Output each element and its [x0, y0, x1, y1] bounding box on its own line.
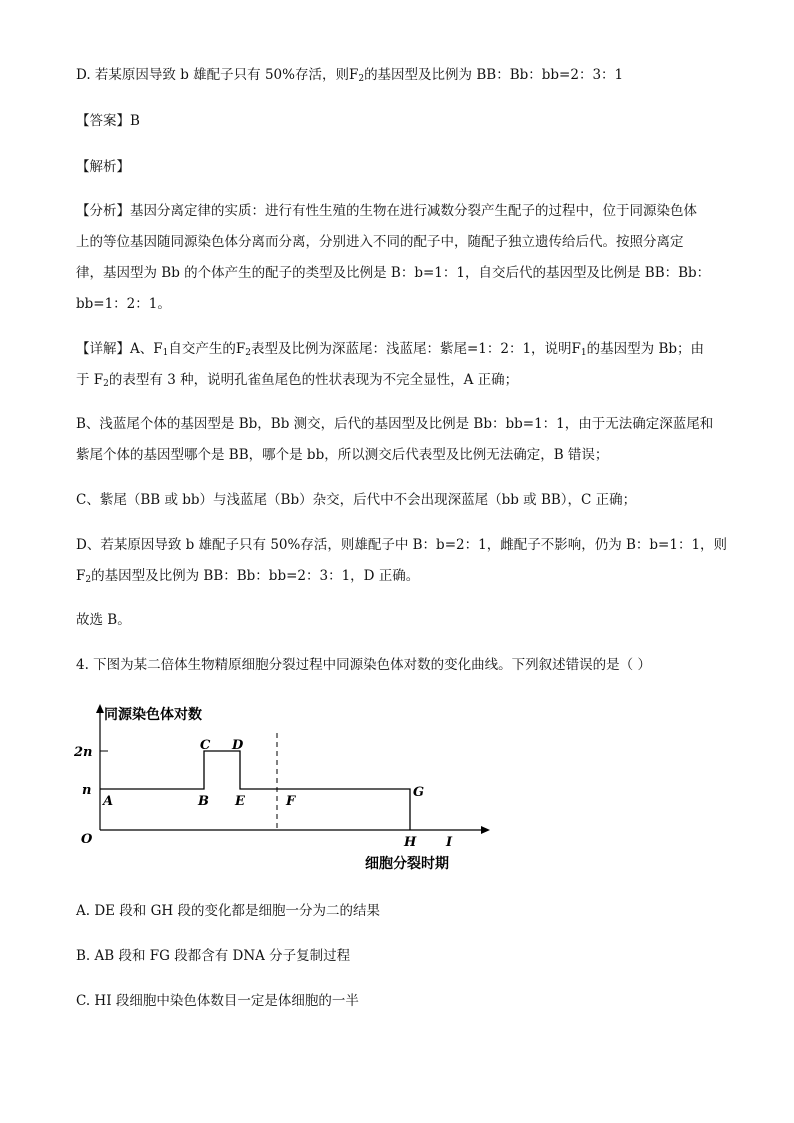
fenxi-line-4: bb=1：2：1。 — [76, 296, 171, 312]
detail-d-line-2: $F_2$的基因型及比例为 BB：Bb：bb=2：3：1，D 正确。 — [76, 568, 420, 585]
y-tick-label-n: n — [82, 783, 92, 798]
option-b[interactable]: B. AB 段和 FG 段都含有 DNA 分子复制过程 — [76, 948, 351, 964]
detail-c-line: C、紫尾（BB 或 bb）与浅蓝尾（Bb）杂交，后代中不会出现深蓝尾（bb 或 BB），C 正确； — [76, 492, 637, 508]
conclusion-line: 故选 B。 — [76, 612, 131, 628]
xiangjie-line-2: 于 $F_2$的表型有 3 种，说明孔雀鱼尾色的性状表现为不完全显性，A 正确； — [76, 372, 519, 389]
detail-b-line-1: B、浅蓝尾个体的基因型是 Bb，Bb 测交，后代的基因型及比例是 Bb：bb=1：1，由于无法确定深蓝尾和 — [76, 416, 714, 432]
option-c[interactable]: C. HI 段细胞中染色体数目一定是体细胞的一半 — [76, 993, 359, 1009]
point-label-b: B — [198, 794, 209, 809]
fenxi-line-2: 上的等位基因随同源染色体分离而分离，分别进入不同的配子中，随配子独立遗传给后代。按照分离定 — [76, 234, 684, 250]
point-label-f: F — [286, 794, 296, 809]
point-label-i: I — [446, 835, 453, 850]
chromosome-pair-chart — [70, 700, 510, 880]
point-label-d: D — [232, 738, 244, 753]
point-label-e: E — [235, 794, 245, 809]
detail-d-line-1: D、若某原因导致 b 雄配子只有 50%存活，则雄配子中 B：b=2：1，雌配子不影响，仍为 B：b=1：1，则 — [76, 537, 728, 553]
xiangjie-line-1: 【详解】A、$F_1$自交产生的$F_2$表型及比例为深蓝尾：浅蓝尾：紫尾=1：2：1，说明$F_1$的基因型为 Bb；由 — [76, 341, 705, 358]
curve-line — [100, 751, 410, 830]
x-axis-label: 细胞分裂时期 — [365, 856, 449, 872]
point-label-h: H — [404, 835, 417, 850]
origin-label: O — [81, 832, 93, 847]
point-label-a: A — [103, 794, 114, 809]
answer-line: 【答案】B — [76, 113, 140, 129]
y-axis-arrow — [96, 704, 104, 713]
fenxi-line-1: 【分析】基因分离定律的实质：进行有性生殖的生物在进行减数分裂产生配子的过程中，位于同源染色体 — [76, 203, 697, 219]
detail-b-line-2: 紫尾个体的基因型哪个是 BB，哪个是 bb，所以测交后代表型及比例无法确定，B 错误； — [76, 447, 609, 463]
option-a[interactable]: A. DE 段和 GH 段的变化都是细胞一分为二的结果 — [76, 903, 380, 919]
analysis-title: 【解析】 — [76, 159, 130, 175]
y-tick-label-2n: 2n — [74, 745, 93, 760]
y-axis-label: 同源染色体对数 — [104, 707, 202, 723]
point-label-c: C — [200, 738, 211, 753]
option-d-line: D. 若某原因导致 b 雄配子只有 50%存活，则$F_2$的基因型及比例为 BB：Bb：bb=2：3：1 — [76, 67, 624, 84]
fenxi-line-3: 律，基因型为 Bb 的个体产生的配子的类型及比例是 B：b=1：1，自交后代的基因型及比例是 BB：Bb： — [76, 265, 711, 281]
question-4-stem: 4. 下图为某二倍体生物精原细胞分裂过程中同源染色体对数的变化曲线。下列叙述错误的是（ ） — [76, 657, 651, 673]
x-axis-arrow — [481, 826, 490, 834]
point-label-g: G — [413, 785, 425, 800]
